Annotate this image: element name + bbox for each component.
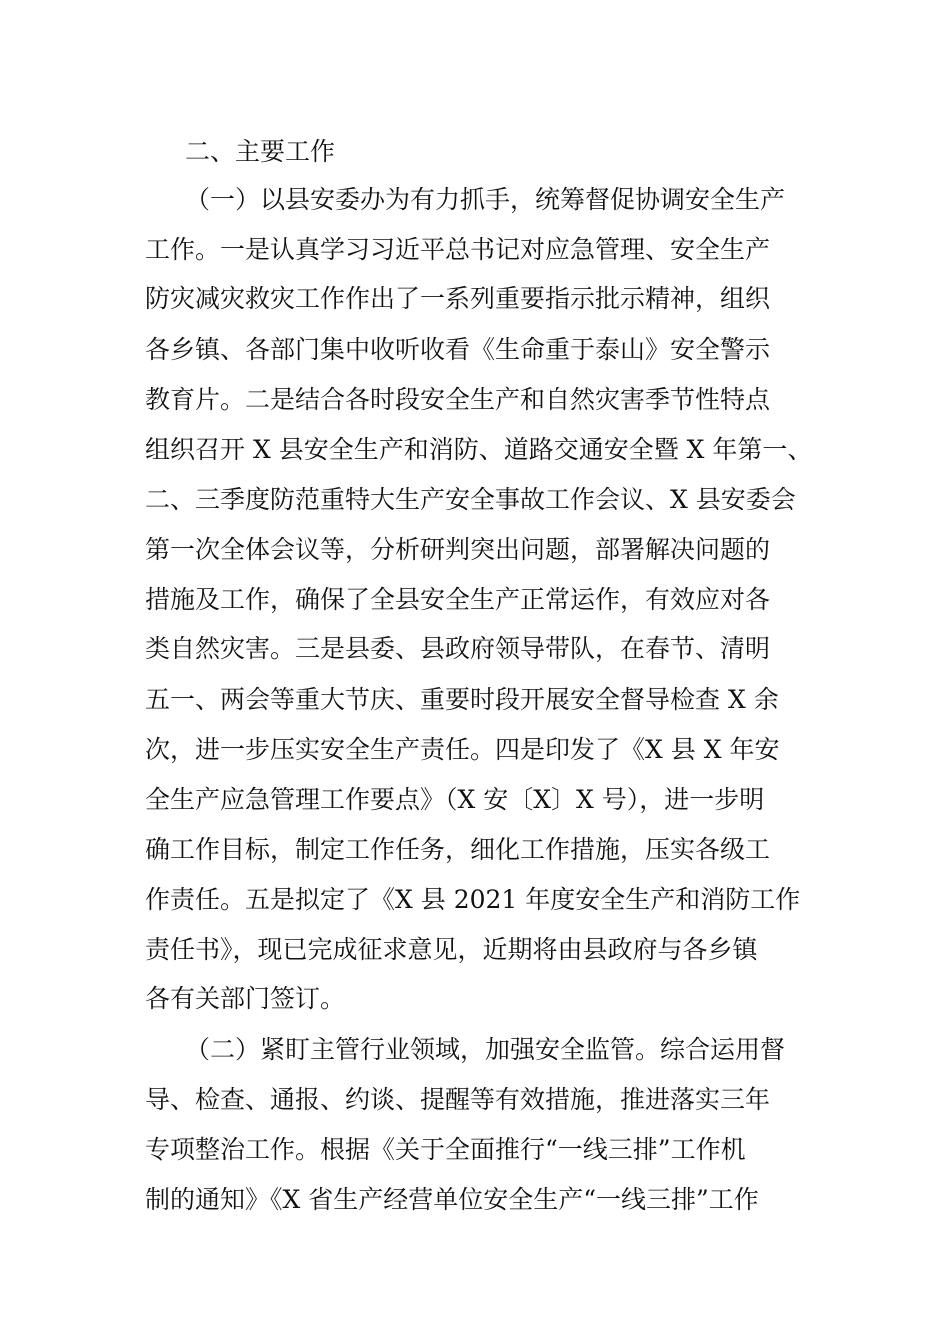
paragraph-line: 全生产应急管理工作要点》（X 安〔X〕X 号），进一步明 (145, 785, 765, 814)
paragraph-line: （二）紧盯主管行业领域，加强安全监管。综合运用督 (185, 1035, 786, 1064)
paragraph-line: 次，进一步压实安全生产责任。四是印发了《X 县 X 年安 (145, 735, 780, 764)
paragraph-line: 责任书》，现已完成征求意见，近期将由县政府与各乡镇 (145, 935, 758, 964)
paragraph-line: 制的通知》《X 省生产经营单位安全生产“一线三排”工作 (145, 1185, 759, 1214)
paragraph-line: 第一次全体会议等，分析研判突出问题，部署解决问题的 (145, 535, 771, 564)
paragraph-line: 确工作目标，制定工作任务，细化工作措施，压实各级工 (145, 835, 771, 864)
paragraph-line: 五一、两会等重大节庆、重要时段开展安全督导检查 X 余 (145, 685, 779, 714)
paragraph-line: 工作。一是认真学习习近平总书记对应急管理、安全生产 (145, 235, 771, 264)
paragraph-line: 各乡镇、各部门集中收听收看《生命重于泰山》安全警示 (145, 335, 771, 364)
paragraph-line: （一）以县安委办为有力抓手，统筹督促协调安全生产 (185, 185, 786, 214)
paragraph-line: 各有关部门签订。 (145, 984, 346, 1013)
paragraph-line: 专项整治工作。根据《关于全面推行“一线三排”工作机 (145, 1135, 746, 1164)
paragraph-line: 类自然灾害。三是县委、县政府领导带队，在春节、清明 (145, 634, 771, 663)
paragraph-line: 措施及工作，确保了全县安全生产正常运作，有效应对各 (145, 585, 771, 614)
paragraph-line: 导、检查、通报、约谈、提醒等有效措施，推进落实三年 (145, 1085, 771, 1114)
paragraph-line: 二、三季度防范重特大生产安全事故工作会议、X 县安委会 (145, 485, 796, 514)
paragraph-line: 防灾减灾救灾工作作出了一系列重要指示批示精神，组织 (145, 284, 771, 313)
paragraph-line: 作责任。五是拟定了《X 县 2021 年度安全生产和消防工作 (145, 885, 801, 914)
section-heading: 二、主要工作 (185, 137, 336, 166)
paragraph-line: 教育片。二是结合各时段安全生产和自然灾害季节性特点 (145, 385, 771, 414)
paragraph-line: 组织召开 X 县安全生产和消防、道路交通安全暨 X 年第一、 (145, 435, 813, 464)
